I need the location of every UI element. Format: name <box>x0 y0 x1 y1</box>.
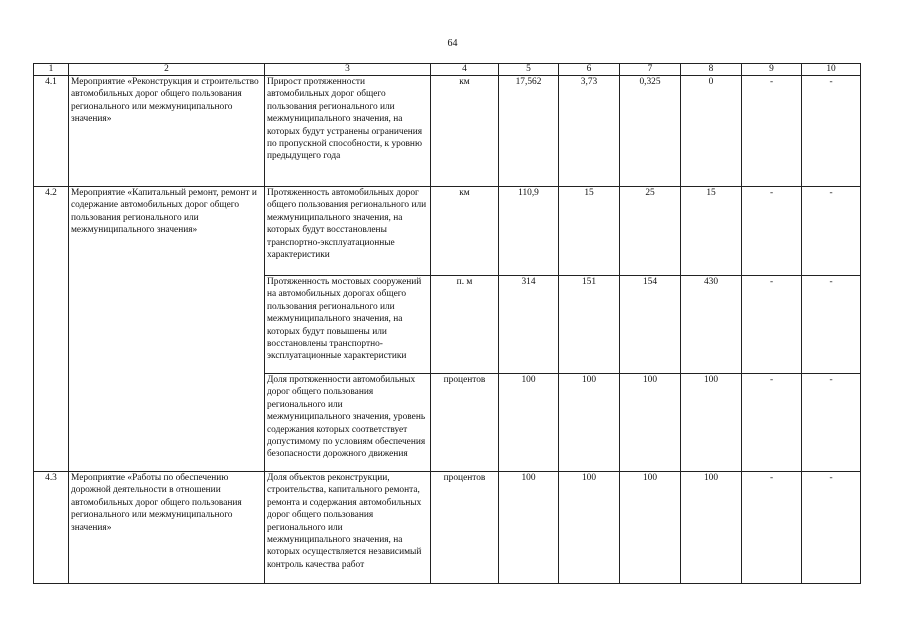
value-cell: - <box>802 472 861 584</box>
value-cell: 100 <box>499 472 559 584</box>
value-cell: 430 <box>681 276 742 374</box>
value-cell: 25 <box>620 187 681 276</box>
header-cell: 6 <box>559 64 620 76</box>
value-cell: 3,73 <box>559 76 620 187</box>
value-cell: - <box>742 187 802 276</box>
value-cell: 100 <box>499 374 559 472</box>
table-row <box>34 76 861 187</box>
header-row <box>34 64 861 76</box>
indicator-name: Прирост протяженности автомобильных дорог общего пользования регионального или межмуниципального значения, на которых будут устранены ограничения по пропускной способности, к уровню предыдущего года <box>265 76 431 187</box>
value-cell: 314 <box>499 276 559 374</box>
value-cell: - <box>742 76 802 187</box>
indicator-name: Протяженность мостовых сооружений на автомобильных дорогах общего пользования регионального или межмуниципального значения, на которых будут повышены или восстановлены транспортно-эксплуатационные характеристики <box>265 276 431 374</box>
header-cell: 2 <box>69 64 265 76</box>
value-cell: 0,325 <box>620 76 681 187</box>
header-cell: 5 <box>499 64 559 76</box>
value-cell: 100 <box>681 374 742 472</box>
header-cell: 7 <box>620 64 681 76</box>
event-name: Мероприятие «Капитальный ремонт, ремонт и содержание автомобильных дорог общего пользования регионального или межмуниципального значения» <box>69 187 265 472</box>
row-number: 4.1 <box>34 76 69 187</box>
value-cell: 100 <box>681 472 742 584</box>
indicator-name: Доля объектов реконструкции, строительства, капитального ремонта, ремонта и содержания автомобильных дорог общего пользования регионального или межмуниципального значения, на которых осуществляется независимый контроль качества работ <box>265 472 431 584</box>
value-cell: 110,9 <box>499 187 559 276</box>
header-cell: 3 <box>265 64 431 76</box>
unit: п. м <box>431 276 499 374</box>
value-cell: 0 <box>681 76 742 187</box>
table-row <box>34 187 861 276</box>
unit: процентов <box>431 374 499 472</box>
table-row <box>34 472 861 584</box>
value-cell: - <box>742 472 802 584</box>
value-cell: 100 <box>559 374 620 472</box>
header-cell: 9 <box>742 64 802 76</box>
value-cell: 154 <box>620 276 681 374</box>
value-cell: - <box>742 374 802 472</box>
header-cell: 1 <box>34 64 69 76</box>
unit: км <box>431 187 499 276</box>
value-cell: - <box>742 276 802 374</box>
unit: процентов <box>431 472 499 584</box>
indicator-name: Протяженность автомобильных дорог общего пользования регионального или межмуниципального значения, на которых будут восстановлены транспортно-эксплуатационные характеристики <box>265 187 431 276</box>
indicator-name: Доля протяженности автомобильных дорог общего пользования регионального или межмуниципального значения, уровень содержания которых соответствует допустимому по условиям обеспечения безопасности дорожного движения <box>265 374 431 472</box>
row-number: 4.3 <box>34 472 69 584</box>
value-cell: 100 <box>559 472 620 584</box>
unit: км <box>431 76 499 187</box>
header-cell: 10 <box>802 64 861 76</box>
value-cell: - <box>802 76 861 187</box>
value-cell: 15 <box>559 187 620 276</box>
header-cell: 4 <box>431 64 499 76</box>
value-cell: 15 <box>681 187 742 276</box>
value-cell: - <box>802 374 861 472</box>
value-cell: 17,562 <box>499 76 559 187</box>
event-name: Мероприятие «Реконструкция и строительство автомобильных дорог общего пользования регионального или межмуниципального значения» <box>69 76 265 187</box>
value-cell: - <box>802 187 861 276</box>
indicators-table <box>33 63 861 584</box>
value-cell: 100 <box>620 472 681 584</box>
row-number: 4.2 <box>34 187 69 472</box>
value-cell: 151 <box>559 276 620 374</box>
header-cell: 8 <box>681 64 742 76</box>
event-name: Мероприятие «Работы по обеспечению дорожной деятельности в отношении автомобильных дорог общего пользования регионального или межмуниципального значения» <box>69 472 265 584</box>
value-cell: 100 <box>620 374 681 472</box>
page-number: 64 <box>447 38 458 49</box>
value-cell: - <box>802 276 861 374</box>
